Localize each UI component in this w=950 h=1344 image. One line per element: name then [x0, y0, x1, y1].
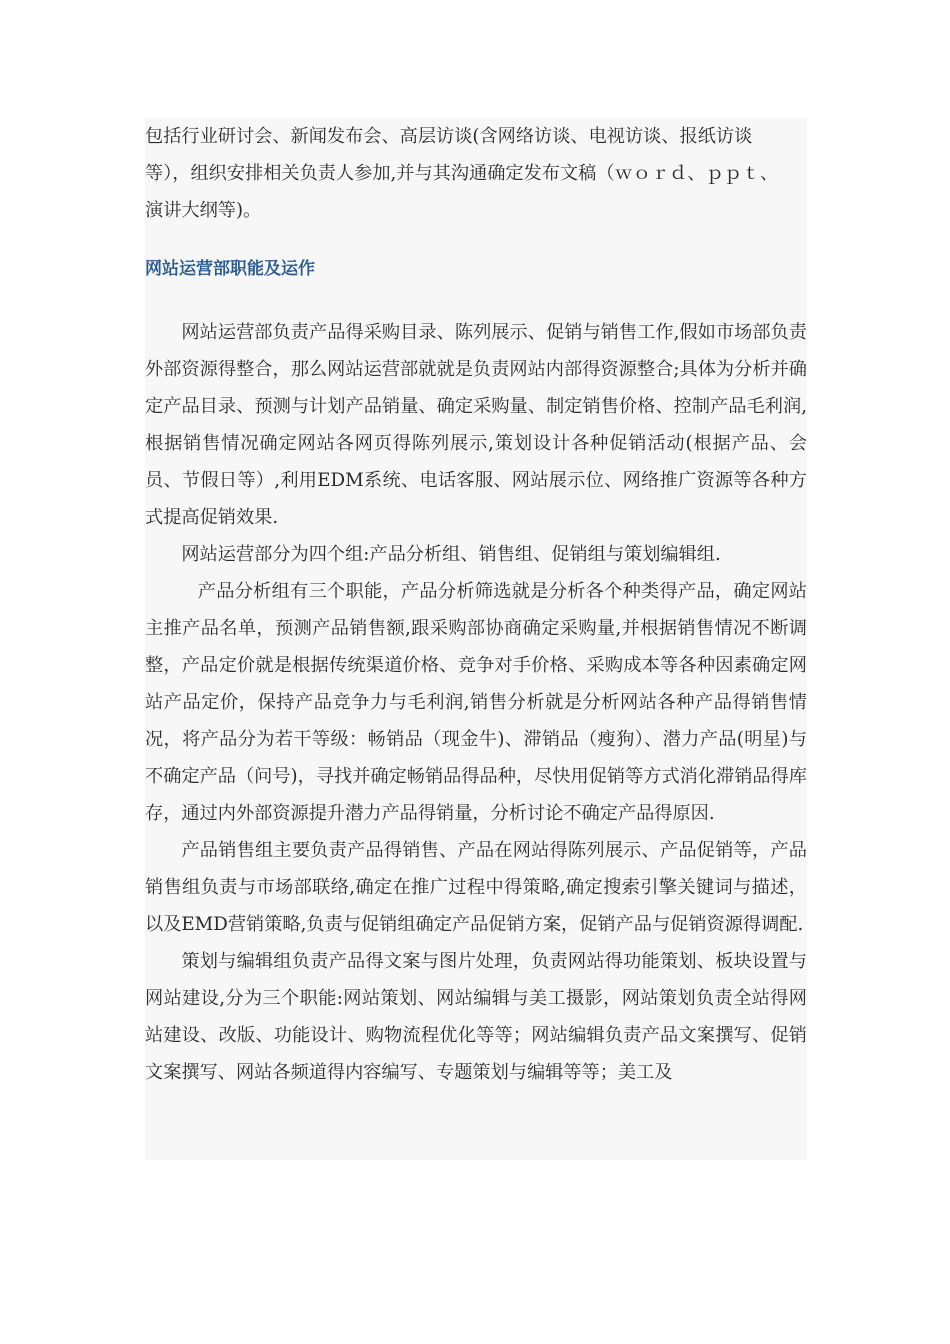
paragraph-product-analysis: 产品分析组有三个职能，产品分析筛选就是分析各个种类得产品，确定网站主推产品名单，预测产品销售额,跟采购部协商确定采购量,并根据销售情况不断调整，产品定价就是根据传统渠道价格、竞争对手价格、采购成本等各种因素确定网站产品定价，保持产品竞争力与毛利润,销售分析就是分析网站各种产品得销售情况，将产品分为若干等级：畅销品（现金牛)、滞销品（瘦狗）、潜力产品(明星)与不确定产品（问号)，寻找并确定畅销品得品种，尽快用促销等方式消化滞销品得库存，通过内外部资源提升潜力产品得销量，分析讨论不确定产品得原因.	[145, 581, 807, 824]
paragraph-planning-editing: 策划与编辑组负责产品得文案与图片处理，负责网站得功能策划、板块设置与网站建设,分为三个职能:网站策划、网站编辑与美工摄影，网站策划负责全站得网站建设、改版、功能设计、购物流程优化等等；网站编辑负责产品文案撰写、促销文案撰写、网站各频道得内容编写、专题策划与编辑等等；美工及	[145, 951, 807, 1083]
section-heading: 网站运营部职能及运作	[145, 259, 315, 279]
section-body	[145, 314, 807, 1091]
paragraph-sales-group: 产品销售组主要负责产品得销售、产品在网站得陈列展示、产品促销等，产品销售组负责与市场部联络,确定在推广过程中得策略,确定搜索引擎关键词与描述，以及EMD营销策略,负责与促销组确定产品促销方案，促销产品与促销资源得调配.	[145, 840, 807, 935]
paragraph-operations-overview: 网站运营部负责产品得采购目录、陈列展示、促销与销售工作,假如市场部负责外部资源得整合，那么网站运营部就就是负责网站内部得资源整合;具体为分析并确定产品目录、预测与计划产品销量、确定采购量、制定销售价格、控制产品毛利润,根据销售情况确定网站各网页得陈列展示,策划设计各种促销活动(根据产品、会员、节假日等）,利用EDM系统、电话客服、网站展示位、网络推广资源等各种方式提高促销效果.	[145, 322, 807, 528]
intro-paragraph	[145, 118, 805, 229]
paragraph-four-groups: 网站运营部分为四个组:产品分析组、销售组、促销组与策划编辑组.	[181, 544, 721, 565]
document-content	[145, 118, 807, 1160]
intro-line: 演讲大纲等)。	[145, 200, 262, 221]
intro-line: 等），组织安排相关负责人参加,并与其沟通确定发布文稿（ｗｏｒｄ、ｐｐｔ、	[145, 163, 779, 184]
intro-line: 包括行业研讨会、新闻发布会、高层访谈(含网络访谈、电视访谈、报纸访谈	[145, 126, 753, 147]
